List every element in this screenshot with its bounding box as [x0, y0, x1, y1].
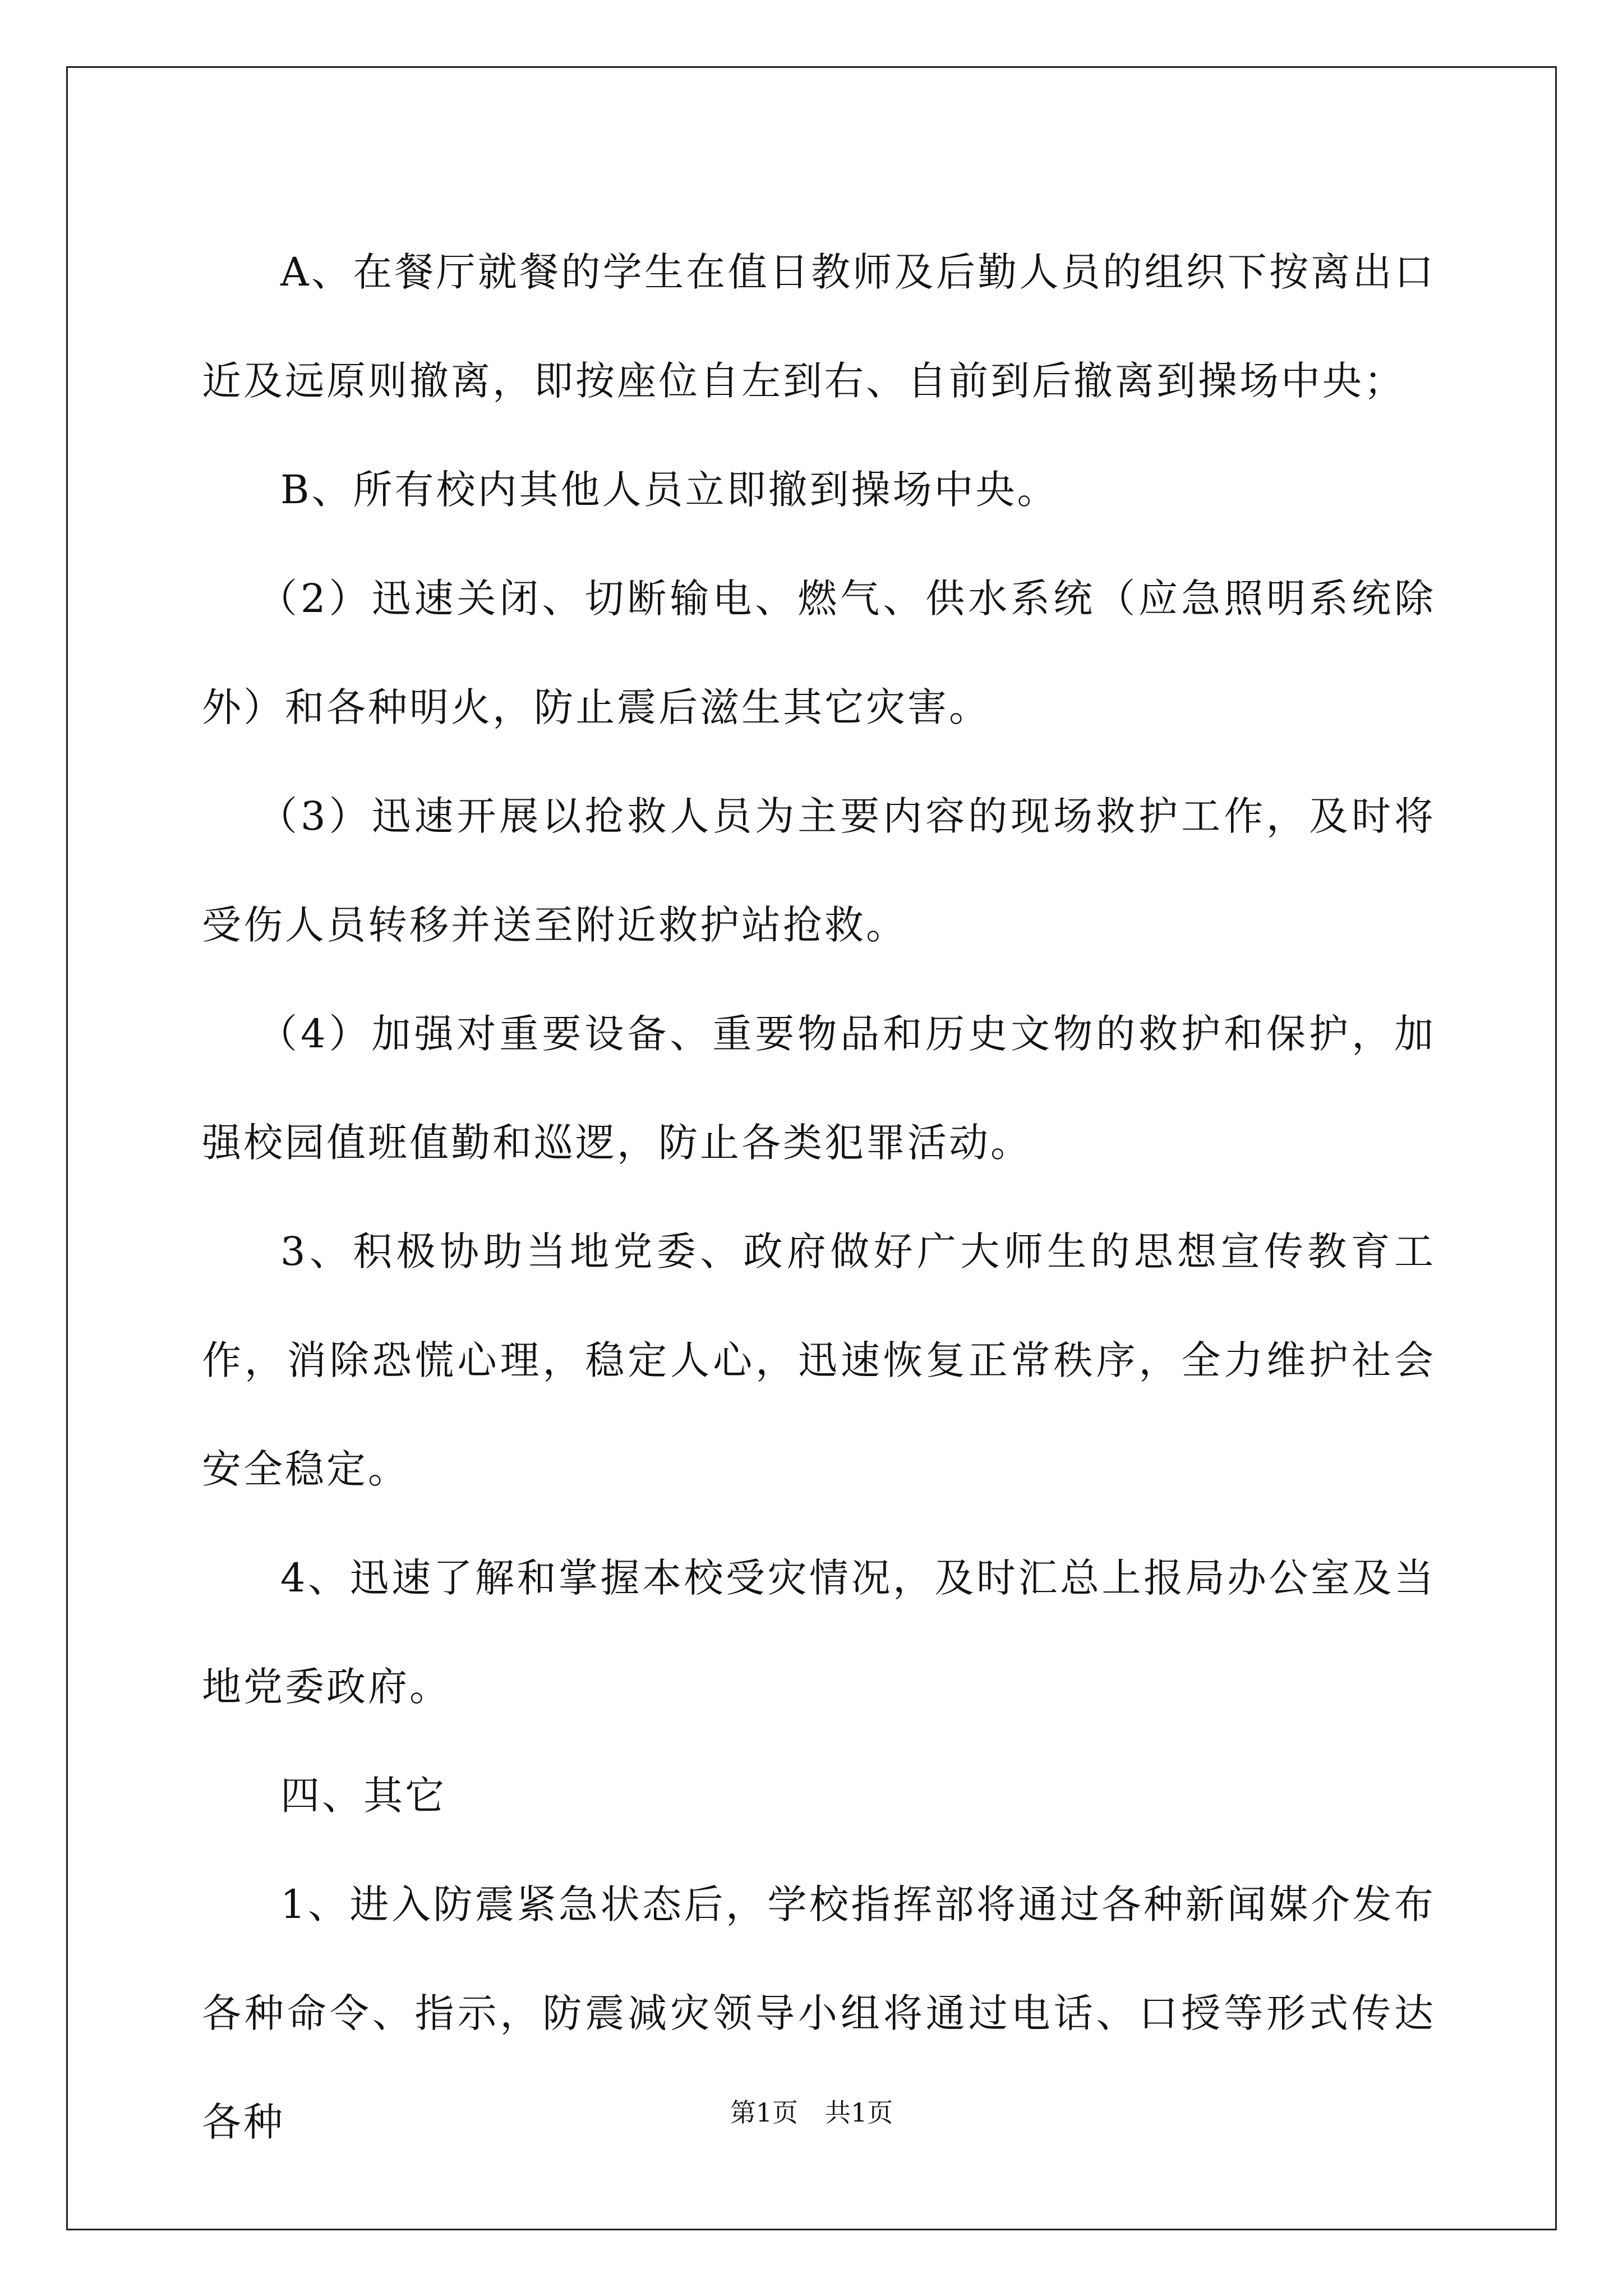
paragraph-canteen-evacuation: A、在餐厅就餐的学生在值日教师及后勤人员的组织下按离出口近及远原则撤离，即按座位自左到右、自前到后撤离到操场中央；	[202, 249, 1436, 404]
document-body	[202, 218, 1436, 2177]
paragraph-rescue-work: （3）迅速开展以抢救人员为主要内容的现场救护工作，及时将受伤人员转移并送至附近救护站抢救。	[202, 793, 1436, 948]
page-footer	[0, 2092, 1623, 2129]
paragraph-shutdown-utilities: （2）迅速关闭、切断输电、燃气、供水系统（应急照明系统除外）和各种明火，防止震后滋生其它灾害。	[202, 576, 1436, 730]
paragraph-damage-report: 4、迅速了解和掌握本校受灾情况，及时汇总上报局办公室及当地党委政府。	[202, 1555, 1436, 1710]
paragraph-publicity-education: 3、积极协助当地党委、政府做好广大师生的思想宣传教育工作，消除恐慌心理，稳定人心，迅速恢复正常秩序，全力维护社会安全稳定。	[202, 1228, 1436, 1492]
section-heading-other: 四、其它	[280, 1773, 446, 1819]
paragraph-other-staff-evacuation: B、所有校内其他人员立即撤到操场中央。	[280, 467, 1059, 513]
page-number-current: 第1页	[730, 2097, 798, 2128]
page-number-total: 共1页	[825, 2097, 893, 2128]
paragraph-emergency-commands: 1、进入防震紧急状态后，学校指挥部将通过各种新闻媒介发布各种命令、指示，防震减灾领导小组将通过电话、口授等形式传达各种	[202, 1881, 1436, 2145]
paragraph-protect-assets: （4）加强对重要设备、重要物品和历史文物的救护和保护，加强校园值班值勤和巡逻，防止各类犯罪活动。	[202, 1011, 1436, 1166]
